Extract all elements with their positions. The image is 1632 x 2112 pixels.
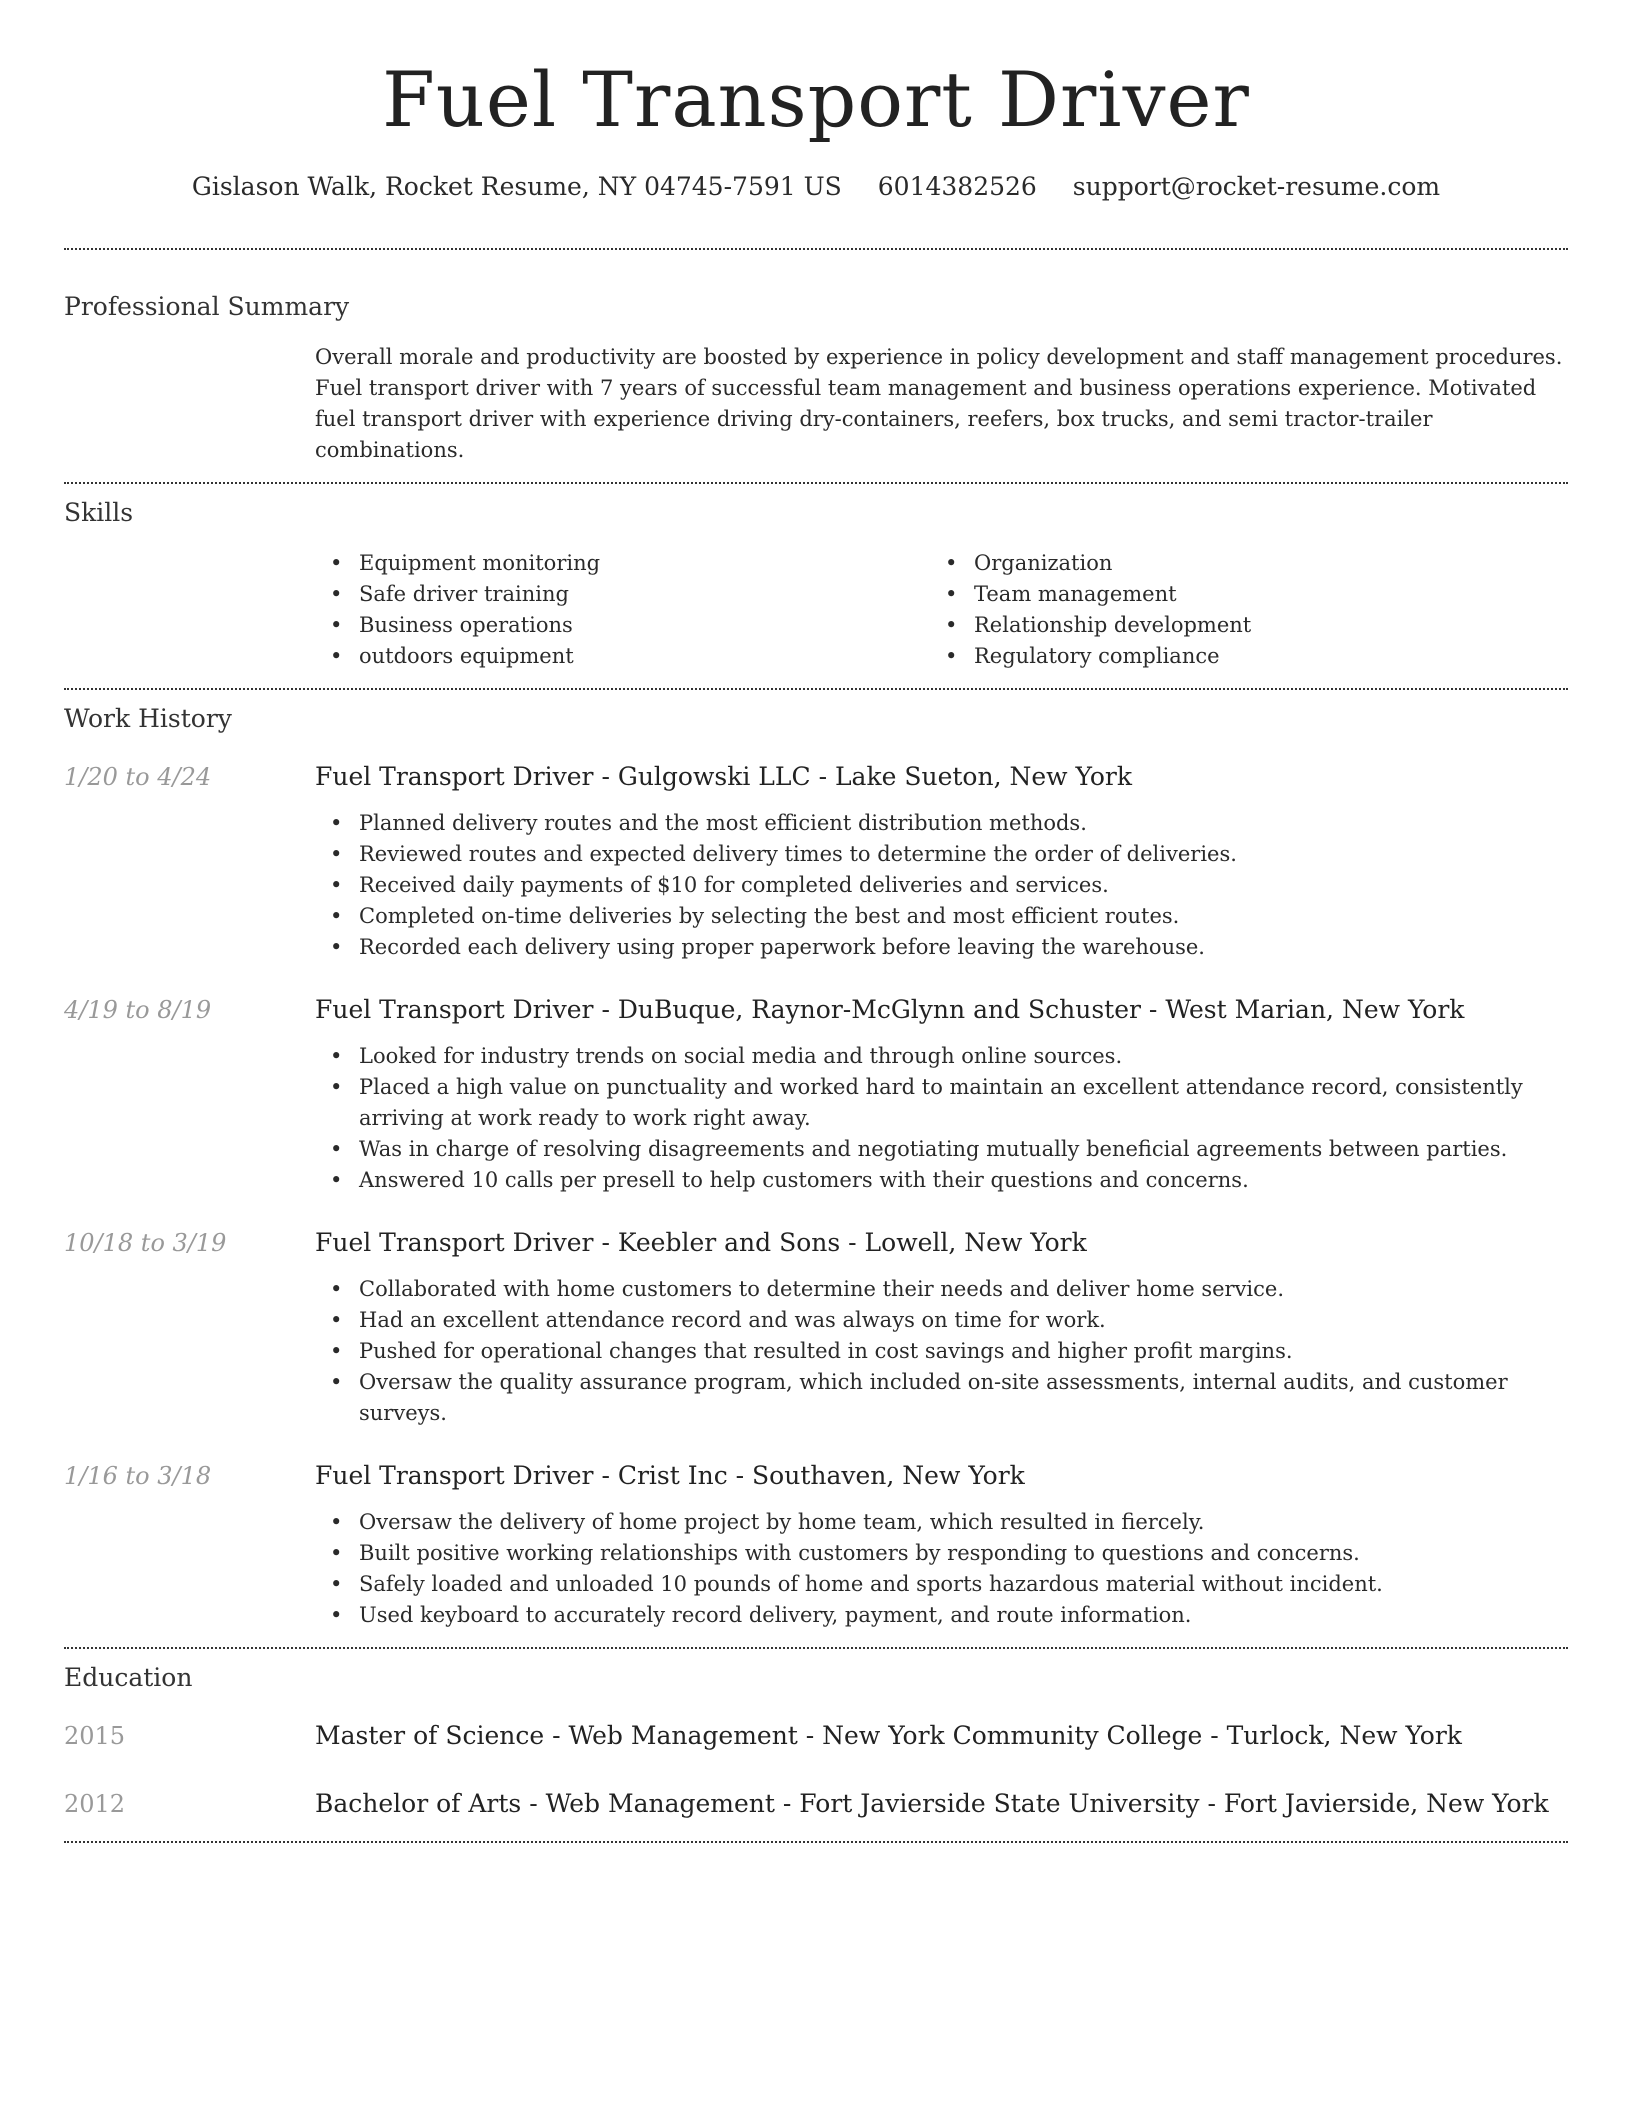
resume-name: Fuel Transport Driver: [382, 55, 1250, 144]
section-title-work-history: Work History: [64, 704, 232, 733]
education-year: 2012: [64, 1790, 126, 1818]
job-dates: 4/19 to 8/19: [64, 996, 212, 1024]
job-bullet: • Pushed for operational changes that resulted in cost savings and higher profit margins.: [315, 1336, 1568, 1367]
job-bullet: • Oversaw the delivery of home project by home team, which resulted in fiercely.: [315, 1507, 1568, 1538]
divider: [64, 482, 1568, 484]
job-bullet: • Collaborated with home customers to determine their needs and deliver home service.: [315, 1274, 1568, 1305]
job-heading: Fuel Transport Driver - Gulgowski LLC - Lake Sueton, New York: [315, 762, 1132, 791]
job-bullet: • Used keyboard to accurately record delivery, payment, and route information.: [315, 1600, 1568, 1631]
skill-item: • Regulatory compliance: [930, 641, 1545, 672]
job-bullets: [315, 1041, 1568, 1196]
divider: [64, 248, 1568, 250]
job-entry: [64, 993, 1568, 1196]
job-bullet: • Built positive working relationships with customers by responding to questions and concerns.: [315, 1538, 1568, 1569]
job-heading: Fuel Transport Driver - Crist Inc - Southaven, New York: [315, 1461, 1025, 1490]
job-bullet: • Looked for industry trends on social media and through online sources.: [315, 1041, 1568, 1072]
job-bullet: • Was in charge of resolving disagreements and negotiating mutually beneficial agreements between parties.: [315, 1134, 1568, 1165]
education-entry: [64, 1787, 1568, 1821]
section-title-summary: Professional Summary: [64, 292, 350, 321]
skill-item: • outdoors equipment: [315, 641, 930, 672]
skill-item: • Business operations: [315, 610, 930, 641]
resume-page: [64, 0, 1568, 1843]
skills-column-left: [315, 548, 930, 672]
job-heading: Fuel Transport Driver - DuBuque, Raynor-McGlynn and Schuster - West Marian, New York: [315, 995, 1465, 1024]
job-entry: [64, 1226, 1568, 1429]
skills-column-right: [930, 548, 1545, 672]
summary-text: Overall morale and productivity are boosted by experience in policy development and staff management procedures. Fuel transport driver with 7 years of successful team management and business operations experience. Motivated fuel transport driver with experience driving dry-containers, reefers, box trucks, and semi tractor-trailer combinations.: [315, 345, 1563, 462]
job-bullet: • Completed on-time deliveries by selecting the best and most efficient routes.: [315, 901, 1568, 932]
skills-list: [315, 548, 1568, 672]
education-degree: Master of Science - Web Management - New York Community College - Turlock, New York: [315, 1721, 1462, 1750]
divider: [64, 688, 1568, 690]
job-dates: 1/16 to 3/18: [64, 1462, 212, 1490]
skill-item: • Safe driver training: [315, 579, 930, 610]
job-bullets: [315, 1507, 1568, 1631]
job-bullet: • Oversaw the quality assurance program, which included on-site assessments, internal audits, and customer surveys.: [315, 1367, 1568, 1429]
job-bullets: [315, 1274, 1568, 1429]
job-bullet: • Reviewed routes and expected delivery times to determine the order of deliveries.: [315, 839, 1568, 870]
job-bullet: • Safely loaded and unloaded 10 pounds of home and sports hazardous material without incident.: [315, 1569, 1568, 1600]
job-bullet: • Placed a high value on punctuality and worked hard to maintain an excellent attendance record, consistently arriving at work ready to work right away.: [315, 1072, 1568, 1134]
skill-item: • Equipment monitoring: [315, 548, 930, 579]
contact-phone: 6014382526: [877, 172, 1037, 201]
job-bullet: • Answered 10 calls per presell to help customers with their questions and concerns.: [315, 1165, 1568, 1196]
section-title-education: Education: [64, 1663, 193, 1692]
job-entry: [64, 760, 1568, 963]
contact-line: [64, 170, 1568, 204]
education-entry: [64, 1719, 1568, 1753]
section-title-skills: Skills: [64, 498, 134, 527]
job-entry: [64, 1459, 1568, 1631]
job-heading: Fuel Transport Driver - Keebler and Sons - Lowell, New York: [315, 1228, 1087, 1257]
divider: [64, 1647, 1568, 1649]
skills-row: [64, 548, 1568, 672]
skill-item: • Team management: [930, 579, 1545, 610]
job-bullet: • Recorded each delivery using proper paperwork before leaving the warehouse.: [315, 932, 1568, 963]
job-dates: 1/20 to 4/24: [64, 763, 212, 791]
education-year: 2015: [64, 1722, 126, 1750]
skill-item: • Organization: [930, 548, 1545, 579]
job-dates: 10/18 to 3/19: [64, 1229, 227, 1257]
skill-item: • Relationship development: [930, 610, 1545, 641]
job-bullet: • Received daily payments of $10 for completed deliveries and services.: [315, 870, 1568, 901]
contact-address: Gislason Walk, Rocket Resume, NY 04745-7591 US: [191, 172, 842, 201]
summary-row: [64, 342, 1568, 466]
job-bullets: [315, 808, 1568, 963]
job-bullet: • Had an excellent attendance record and was always on time for work.: [315, 1305, 1568, 1336]
job-bullet: • Planned delivery routes and the most efficient distribution methods.: [315, 808, 1568, 839]
contact-email: support@rocket-resume.com: [1072, 172, 1441, 201]
education-degree: Bachelor of Arts - Web Management - Fort Javierside State University - Fort Javierside, New York: [315, 1789, 1549, 1818]
divider: [64, 1841, 1568, 1843]
